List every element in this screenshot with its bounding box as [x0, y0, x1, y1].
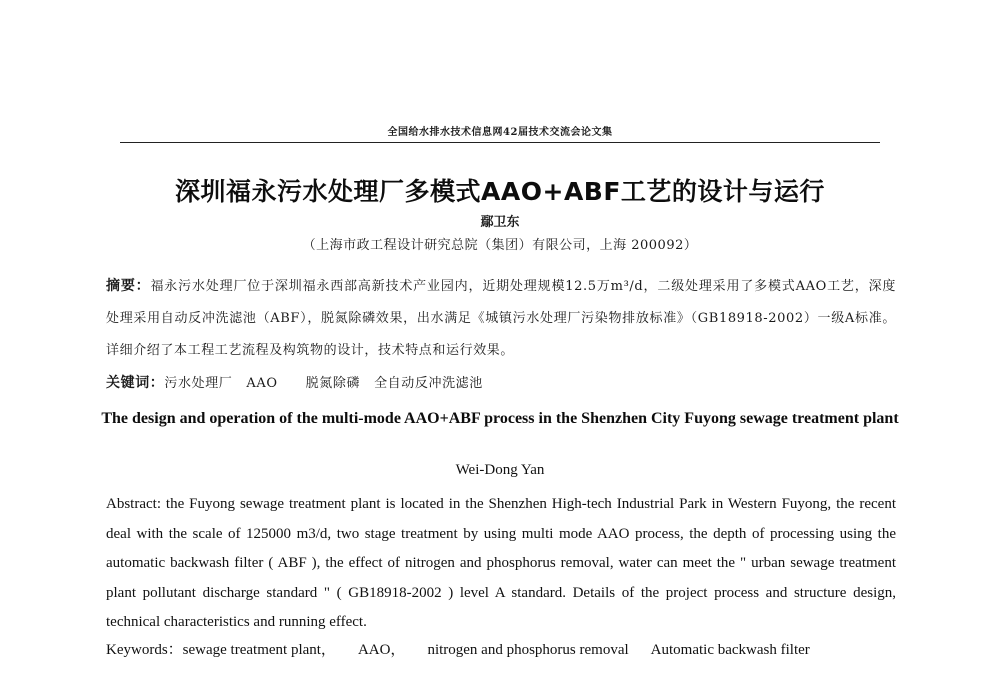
- chinese-abstract-label: 摘要：: [106, 278, 151, 294]
- chinese-keywords-label: 关键词：: [106, 375, 165, 391]
- chinese-keyword: 脱氮除磷: [305, 376, 361, 391]
- running-header: 全国给水排水技术信息网42届技术交流会论文集: [387, 127, 613, 138]
- chinese-keyword: 全自动反冲洗滤池: [374, 376, 483, 391]
- english-keywords: [106, 638, 896, 659]
- chinese-title: 深圳福永污水处理厂多模式AAO+ABF工艺的设计与运行: [175, 177, 825, 206]
- english-keyword: sewage treatment plant，: [182, 642, 336, 658]
- english-keyword: nitrogen and phosphorus removal: [427, 642, 629, 658]
- chinese-author: 鄢卫东: [480, 215, 520, 230]
- chinese-keyword: AAO: [246, 376, 278, 391]
- english-keyword: AAO，: [357, 642, 406, 658]
- header-rule: [120, 142, 880, 143]
- chinese-affiliation: （上海市政工程设计研究总院（集团）有限公司，上海 200092）: [302, 238, 698, 253]
- english-keywords-label: Keywords：: [106, 642, 183, 658]
- english-author: Wei-Dong Yan: [455, 462, 545, 478]
- chinese-abstract: [106, 270, 896, 367]
- english-keyword: Automatic backwash filter: [650, 642, 810, 658]
- chinese-keyword: 污水处理厂: [164, 376, 233, 391]
- chinese-keywords: [106, 372, 896, 392]
- english-title: The design and operation of the multi-mode AAO+ABF process in the Shenzhen City Fuyong sewage treatment plant: [101, 410, 899, 427]
- english-abstract: Abstract: the Fuyong sewage treatment plant is located in the Shenzhen High-tech Industrial Park in Western Fuyong, the recent deal with the scale of 125000 m3/d, two stage treatment by using multi mode AAO process, the depth of processing using the automatic backwash filter ( ABF ), the effect of nitrogen and phosphorus removal, water can meet the " urban sewage treatment plant pollutant discharge standard " ( GB18918-2002 ) level A standard. Details of the project process and structure design, technical characteristics and running effect.: [106, 496, 896, 630]
- chinese-abstract-text: 福永污水处理厂位于深圳福永西部高新技术产业园内，近期处理规模12.5万m³/d，二级处理采用了多模式AAO工艺，深度处理采用自动反冲洗滤池（ABF），脱氮除磷效果，出水满足《城镇污水处理厂污染物排放标准》（GB18918-2002）一级A标准。详细介绍了本工程工艺流程及构筑物的设计，技术特点和运行效果。: [106, 279, 896, 358]
